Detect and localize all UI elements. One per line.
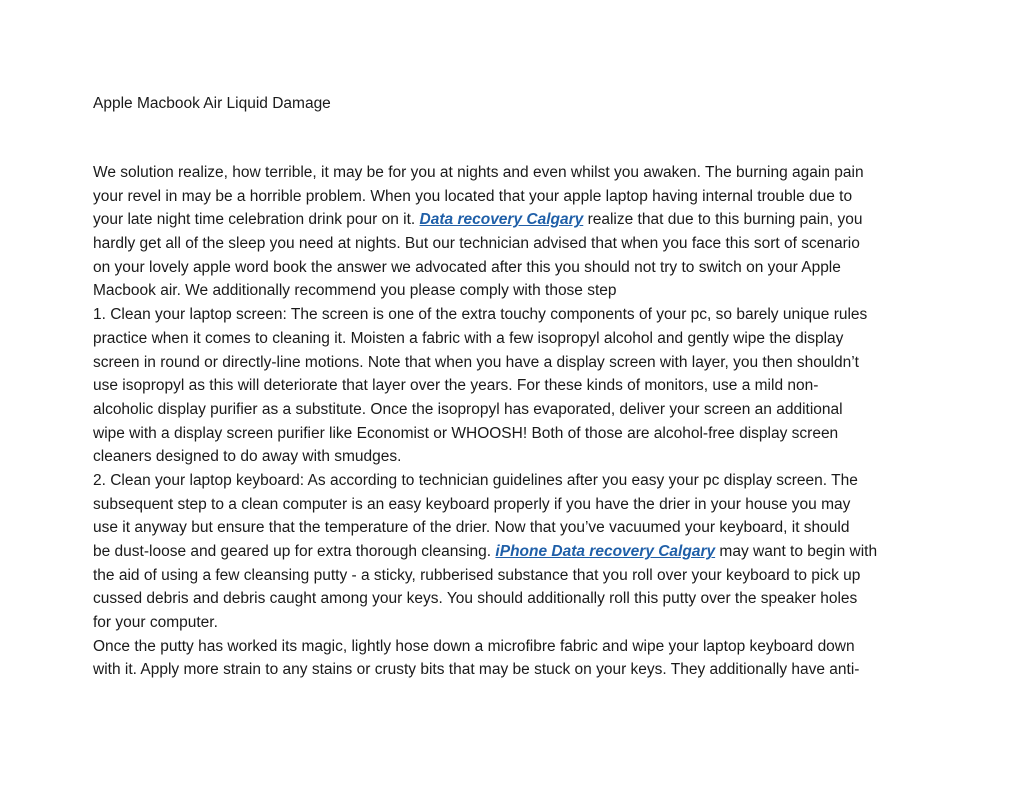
line-text-after-link: realize that due to this burning pain, you — [583, 211, 863, 229]
body-line: your revel in may be a horrible problem. When you located that your apple laptop having internal trouble due to — [93, 187, 853, 205]
body-line: use isopropyl as this will deteriorate that layer over the years. For these kinds of monitors, use a mild non- — [93, 377, 819, 395]
body-line: wipe with a display screen purifier like Economist or WHOOSH! Both of those are alcohol-free display screen — [93, 424, 839, 442]
body-line: Macbook air. We additionally recommend you please comply with those step — [93, 282, 617, 300]
body-line-with-link — [93, 540, 877, 564]
body-line: subsequent step to a clean computer is an easy keyboard properly if you have the drier in your house you may — [93, 495, 851, 513]
body-line: the aid of using a few cleansing putty - a sticky, rubberised substance that you roll over your keyboard to pick up — [93, 566, 861, 584]
document-title: Apple Macbook Air Liquid Damage — [93, 95, 331, 112]
iphone-data-recovery-calgary-link[interactable]: iPhone Data recovery Calgary — [495, 543, 716, 560]
body-line: 2. Clean your laptop keyboard: As according to technician guidelines after you easy your pc display screen. The — [93, 471, 858, 489]
body-line: 1. Clean your laptop screen: The screen is one of the extra touchy components of your pc, so barely unique rules — [93, 306, 868, 324]
body-line: cussed debris and debris caught among your keys. You should additionally roll this putty over the speaker holes — [93, 590, 858, 608]
body-line: with it. Apply more strain to any stains or crusty bits that may be stuck on your keys. They additionally have anti- — [93, 661, 860, 679]
body-line: cleaners designed to do away with smudges. — [93, 448, 402, 466]
line-text-after-link: may want to begin with — [715, 543, 878, 560]
body-line: use it anyway but ensure that the temperature of the drier. Now that you’ve vacuumed your keyboard, it should — [93, 519, 850, 537]
body-line: practice when it comes to cleaning it. Moisten a fabric with a few isopropyl alcohol and gently wipe the display — [93, 329, 844, 347]
line-text-before-link: be dust-loose and geared up for extra thorough cleansing. — [93, 543, 496, 560]
body-line: on your lovely apple word book the answer we advocated after this you should not try to switch on your Apple — [93, 258, 841, 276]
body-line: for your computer. — [93, 614, 218, 632]
line-text-before-link: your late night time celebration drink pour on it. — [93, 211, 420, 229]
body-line: Once the putty has worked its magic, lightly hose down a microfibre fabric and wipe your laptop keyboard down — [93, 637, 855, 655]
body-line: alcoholic display purifier as a substitute. Once the isopropyl has evaporated, deliver your screen an additional — [93, 400, 843, 418]
document-body — [93, 161, 877, 682]
data-recovery-calgary-link[interactable]: Data recovery Calgary — [419, 211, 584, 229]
body-line: We solution realize, how terrible, it may be for you at nights and even whilst you awaken. The burning again pain — [93, 164, 864, 181]
body-line-with-link — [93, 208, 877, 232]
body-line: hardly get all of the sleep you need at nights. But our technician advised that when you face this sort of scenario — [93, 235, 860, 253]
body-line: screen in round or directly-line motions. Note that when you have a display screen with layer, you then shouldn’t — [93, 353, 859, 371]
